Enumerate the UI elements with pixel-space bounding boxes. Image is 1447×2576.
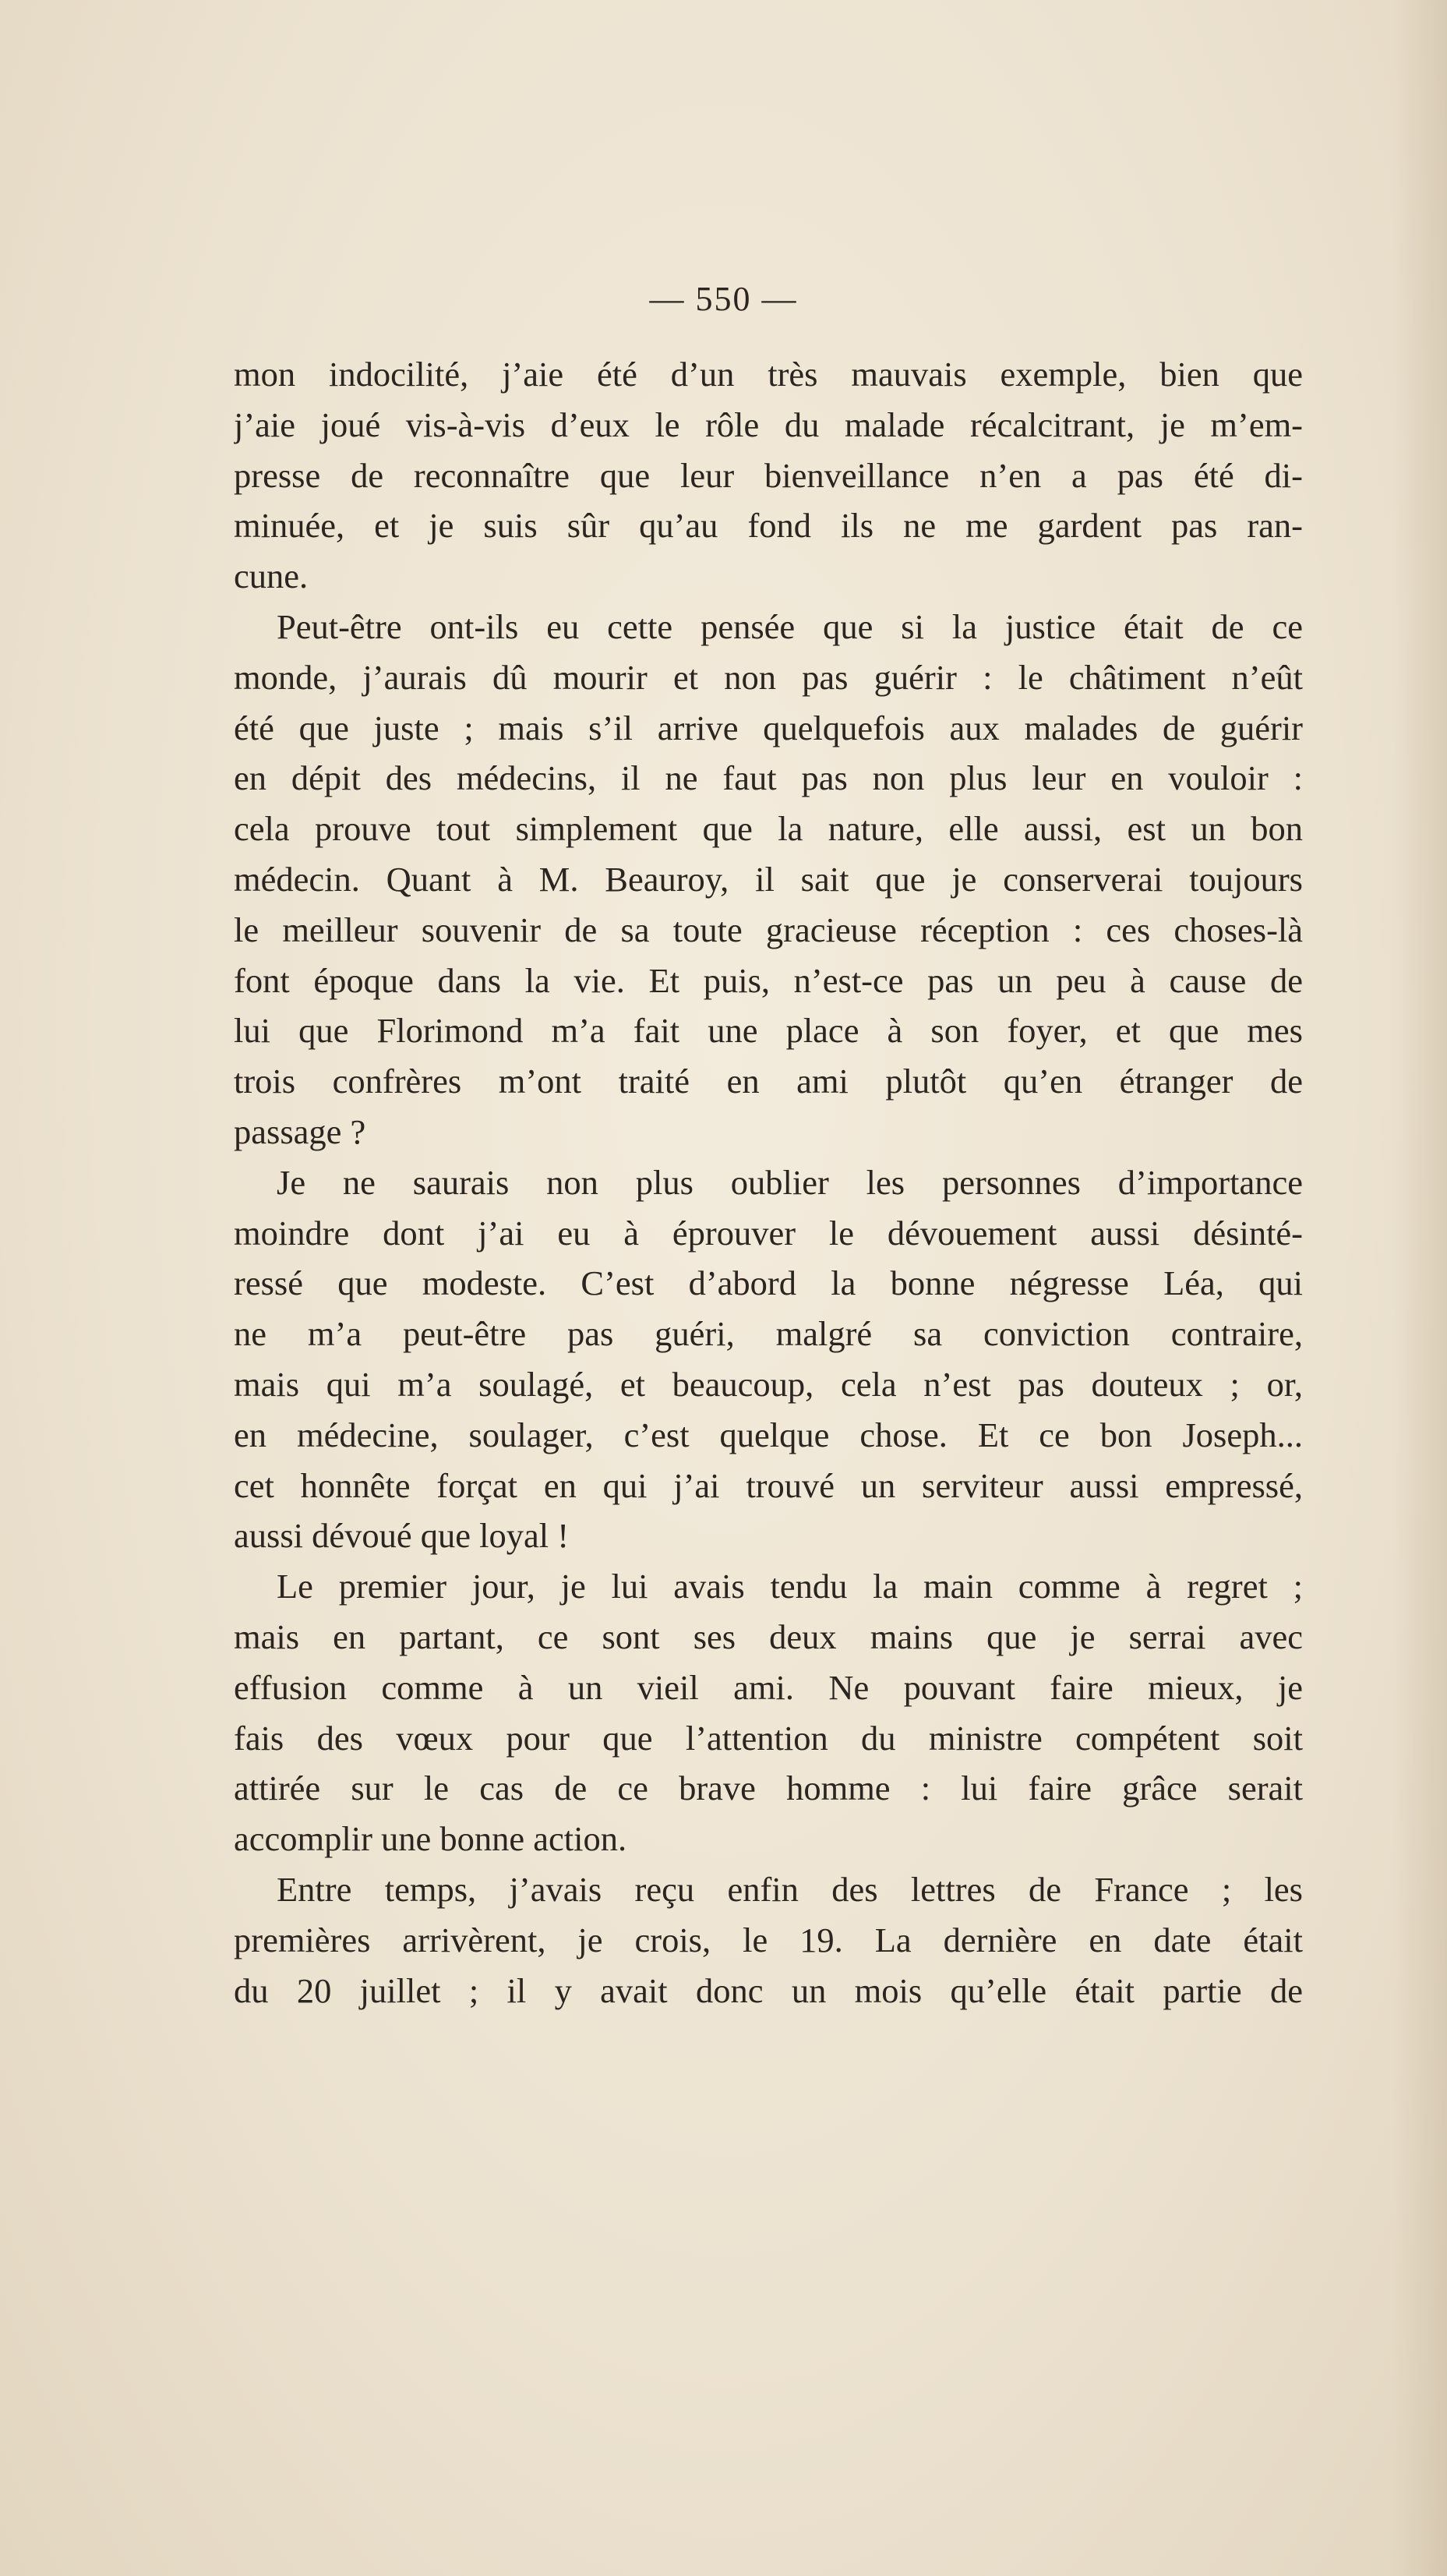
text-line: ne m’a peut-être pas guéri, malgré sa conviction contraire, [234,1314,1303,1354]
text-line: attirée sur le cas de ce brave homme : lui faire grâce serait [234,1769,1303,1808]
text-line: été que juste ; mais s’il arrive quelquefois aux malades de guérir [234,708,1303,747]
page-edge-shadow [1392,0,1447,2576]
text-line: cune. [234,557,309,596]
text-line: aussi dévoué que loyal ! [234,1516,570,1556]
text-line: médecin. Quant à M. Beauroy, il sait que je conserverai toujours [234,859,1303,899]
text-line: accomplir une bonne action. [234,1819,627,1859]
text-line: premières arrivèrent, je crois, le 19. La dernière en date était [234,1920,1303,1959]
text-line: font époque dans la vie. Et puis, n’est-ce pas un peu à cause de [234,960,1303,1000]
text-line: trois confrères m’ont traité en ami plutôt qu’en étranger de [234,1062,1303,1101]
text-line: du 20 juillet ; il y avait donc un mois qu’elle était partie de [234,1970,1303,2010]
text-line: en médecine, soulager, c’est quelque chose. Et ce bon Joseph... [234,1415,1303,1454]
text-line: Le premier jour, je lui avais tendu la main comme à regret ; [277,1567,1303,1606]
page-number: — 550 — [649,280,798,318]
text-line: fais des vœux pour que l’attention du ministre compétent soit [234,1718,1303,1758]
text-line: effusion comme à un vieil ami. Ne pouvant faire mieux, je [234,1667,1303,1707]
text-line: mais en partant, ce sont ses deux mains que je serrai avec [234,1617,1303,1656]
text-line: en dépit des médecins, il ne faut pas non plus leur en vouloir : [234,758,1303,798]
text-line: lui que Florimond m’a fait une place à son foyer, et que mes [234,1011,1303,1051]
text-line: le meilleur souvenir de sa toute gracieuse réception : ces choses-là [234,910,1303,949]
text-line: presse de reconnaître que leur bienveillance n’en a pas été di- [234,455,1303,495]
body-text [234,349,1303,2016]
text-line: monde, j’aurais dû mourir et non pas guérir : le châtiment n’eût [234,657,1303,697]
text-line: j’aie joué vis-à-vis d’eux le rôle du malade récalcitrant, je m’em- [234,405,1303,444]
text-line: Entre temps, j’avais reçu enfin des lettres de France ; les [277,1869,1303,1909]
text-line: Je ne saurais non plus oublier les personnes d’importance [277,1162,1303,1202]
text-line: cet honnête forçat en qui j’ai trouvé un serviteur aussi empressé, [234,1465,1303,1505]
text-line: minuée, et je suis sûr qu’au fond ils ne me gardent pas ran- [234,506,1303,546]
text-line: passage ? [234,1111,366,1151]
text-line: moindre dont j’ai eu à éprouver le dévouement aussi désinté- [234,1213,1303,1253]
text-line: Peut-être ont-ils eu cette pensée que si la justice était de ce [277,606,1303,646]
text-line: ressé que modeste. C’est d’abord la bonne négresse Léa, qui [234,1263,1303,1303]
text-line: mon indocilité, j’aie été d’un très mauvais exemple, bien que [234,355,1303,394]
text-line: cela prouve tout simplement que la nature, elle aussi, est un bon [234,809,1303,849]
text-line: mais qui m’a soulagé, et beaucoup, cela n’est pas douteux ; or, [234,1364,1303,1404]
